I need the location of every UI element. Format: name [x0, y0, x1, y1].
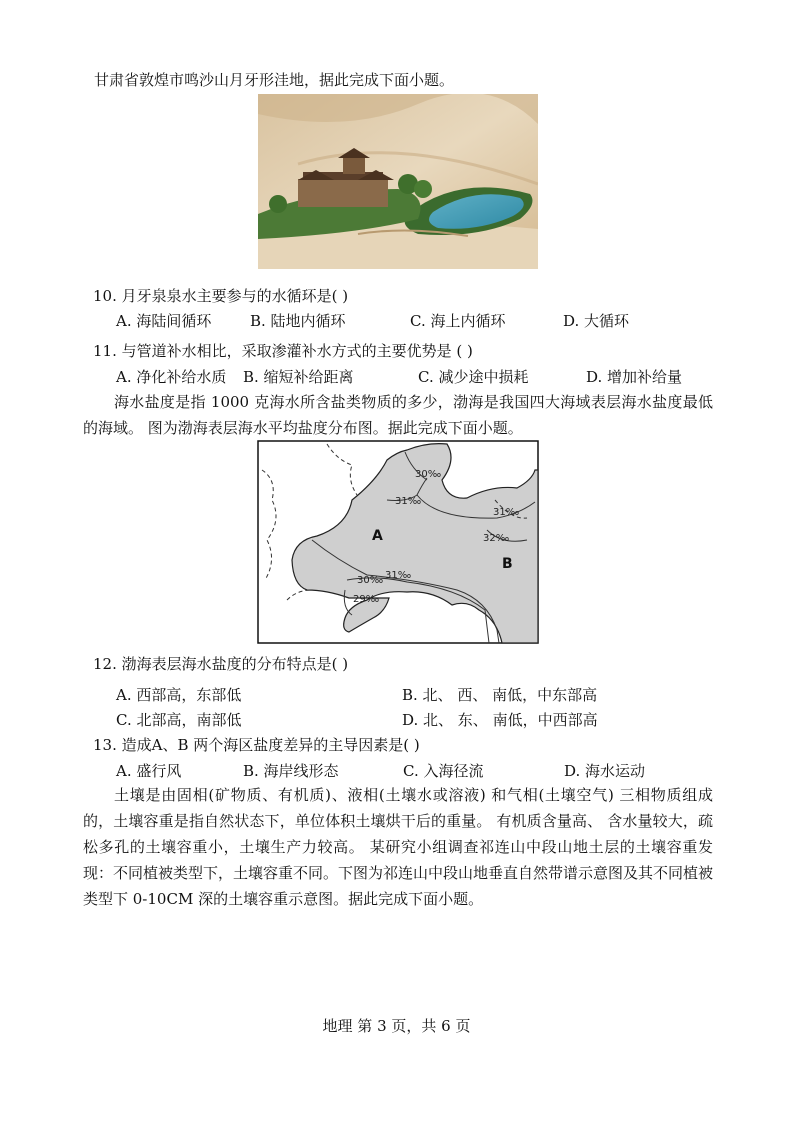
intro-text-soil-bulk-density: 土壤是由固相(矿物质、有机质)、液相(土壤水或溶液) 和气相(土壤空气) 三相物质组成的，土壤容重是指自然状态下，单位体积土壤烘干后的重量。 有机质含量高、 含水量较大，疏松多孔的土壤容重小，土壤生产力较高。 某研究小组调查祁连山中段山地土层的土壤容重发现：不同植被类型下，土壤容重不同。下图为祁连山中段山地垂直自然带谱示意图及其不同植被类型下 0-10CM 深的土壤容重示意图。据此完成下面小题。 [83, 786, 714, 908]
question-10-stem: 10. 月牙泉泉水主要参与的水循环是( ) [93, 287, 349, 305]
bohai-map-svg [257, 440, 539, 644]
question-11-stem: 11. 与管道补水相比，采取渗灌补水方式的主要优势是 ( ) [93, 342, 473, 360]
crescent-spring-photo [258, 94, 538, 269]
q13-option-b[interactable]: B. 海岸线形态 [243, 762, 339, 780]
q11-option-c[interactable]: C. 减少途中损耗 [418, 368, 529, 386]
isohaline-31-right: 31‰ [493, 507, 520, 518]
q11-option-d[interactable]: D. 增加补给量 [586, 368, 683, 386]
q12-option-c[interactable]: C. 北部高，南部低 [116, 711, 242, 729]
intro-text-bohai-salinity: 海水盐度是指 1000 克海水所含盐类物质的多少，渤海是我国四大海域表层海水盐度最低的海域。 图为渤海表层海水平均盐度分布图。据此完成下面小题。 [83, 393, 713, 437]
q11-option-a[interactable]: A. 净化补给水质 [116, 368, 227, 386]
intro-text-crescent-spring: 甘肃省敦煌市鸣沙山月牙形洼地，据此完成下面小题。 [94, 71, 455, 89]
sea-area-label-a: A [372, 528, 383, 544]
isohaline-29: 29‰ [353, 594, 380, 605]
sea-area-label-b: B [502, 556, 513, 572]
question-12-stem: 12. 渤海表层海水盐度的分布特点是( ) [93, 655, 349, 673]
q10-option-a[interactable]: A. 海陆间循环 [116, 312, 212, 330]
isohaline-31-mid: 31‰ [385, 570, 412, 581]
question-13-stem: 13. 造成A、B 两个海区盐度差异的主导因素是( ) [93, 736, 420, 754]
q12-option-b[interactable]: B. 北、 西、 南低，中东部高 [402, 686, 598, 704]
isohaline-30-bottom: 30‰ [357, 575, 384, 586]
q10-option-c[interactable]: C. 海上内循环 [410, 312, 506, 330]
bohai-salinity-map [257, 440, 539, 644]
q12-option-d[interactable]: D. 北、 东、 南低，中西部高 [402, 711, 598, 729]
q10-option-b[interactable]: B. 陆地内循环 [250, 312, 346, 330]
q10-option-d[interactable]: D. 大循环 [563, 312, 630, 330]
q13-option-a[interactable]: A. 盛行风 [116, 762, 182, 780]
isohaline-30-top: 30‰ [415, 469, 442, 480]
q11-option-b[interactable]: B. 缩短补给距离 [243, 368, 354, 386]
isohaline-31-left: 31‰ [395, 496, 422, 507]
q12-option-a[interactable]: A. 西部高，东部低 [116, 686, 242, 704]
q13-option-c[interactable]: C. 入海径流 [403, 762, 484, 780]
q13-option-d[interactable]: D. 海水运动 [564, 762, 646, 780]
page-footer: 地理 第 3 页，共 6 页 [322, 1017, 471, 1035]
isohaline-32: 32‰ [483, 533, 510, 544]
crescent-spring-illustration [258, 94, 538, 269]
